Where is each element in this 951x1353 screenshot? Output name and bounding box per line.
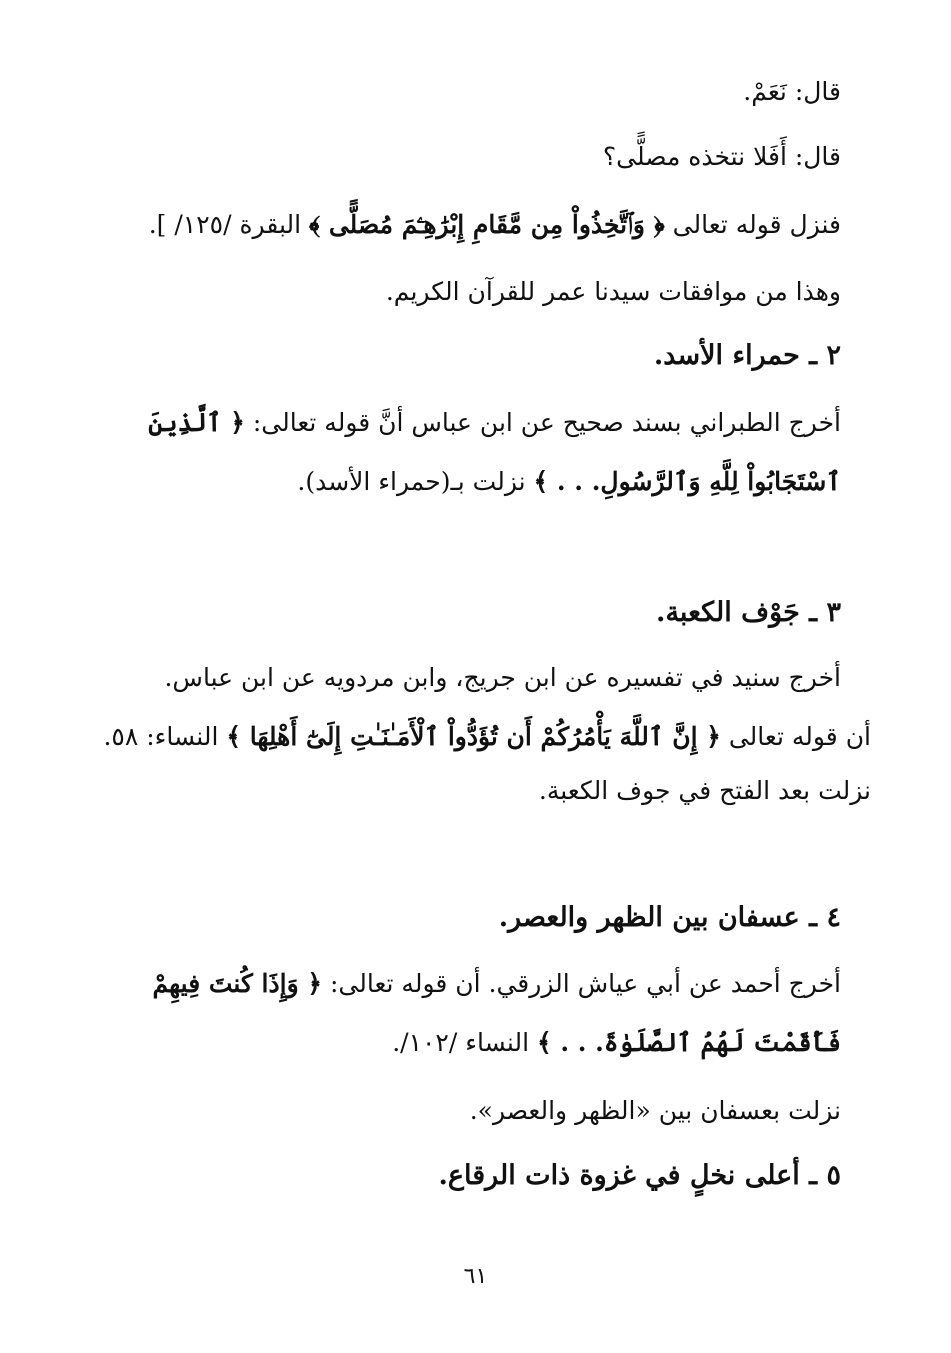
text-line-6 — [297, 462, 841, 502]
text-line-2: قال: أَفَلا نتخذه مصلًّى؟ — [602, 142, 841, 171]
page-number: ٦١ — [463, 1264, 488, 1289]
verse-reference-nisa-58: النساء: ٥٨. — [103, 722, 227, 751]
text-line-5-intro: أخرج الطبراني بسند صحيح عن ابن عباس أنَّ قوله تعالى: — [244, 408, 841, 437]
text-line-10 — [111, 964, 841, 1004]
text-line-9: نزلت بعد الفتح في جوف الكعبة. — [538, 776, 871, 805]
text-line-1: قال: نَعَمْ. — [743, 77, 841, 106]
section-heading-4: ٤ ـ عسفان بين الظهر والعصر. — [498, 902, 841, 933]
text-line-3-intro: فنزل قوله تعالى — [664, 210, 841, 239]
text-line-5 — [81, 403, 841, 443]
section-heading-3: ٣ ـ جَوْف الكعبة. — [656, 597, 841, 628]
quran-verse-nisa-58: ﴿ إِنَّ ٱللَّهَ يَأْمُرُكُمْ أَن تُؤَدُّواْ ٱلْأَمَـٰنَـٰتِ إِلَىٰٓ أَهْلِهَا ﴾ — [226, 722, 721, 751]
quran-verse-fa-aqamta: فَأَقَمْتَ لَهُمُ ٱلصَّلَوٰةَ. . . ﴾ — [536, 1028, 841, 1057]
text-line-10-intro: أخرج أحمد عن أبي عياش الزرقي. أن قوله تعالى: — [322, 969, 841, 998]
section-heading-2: ٢ ـ حمراء الأسد. — [653, 340, 841, 371]
text-line-8 — [103, 717, 871, 757]
text-line-4: وهذا من موافقات سيدنا عمر للقرآن الكريم. — [385, 277, 841, 306]
quran-verse-baqarah-125: ﴿ وَٱتَّخِذُواْ مِن مَّقَامِ إِبْرَٰهِـۧمَ مُصَلًّى ﴾ — [309, 210, 665, 239]
text-line-12: نزلت بعسفان بين «الظهر والعصر». — [469, 1096, 841, 1125]
text-line-6-tail: نزلت بـ(حمراء الأسد). — [297, 467, 534, 496]
quran-verse-start-alladhina: ﴿ ٱلَّذِينَ — [148, 408, 245, 437]
quran-verse-wa-idha-kunta: ﴿ وَإِذَا كُنتَ فِيهِمْ — [152, 969, 323, 998]
verse-reference-baqarah: البقرة /١٢٥/ ]. — [148, 210, 310, 239]
section-heading-5: ٥ ـ أعلى نخلٍ في غزوة ذات الرقاع. — [438, 1160, 841, 1191]
text-line-8-intro: أن قوله تعالى — [720, 722, 871, 751]
text-line-3 — [149, 205, 841, 245]
text-line-7: أخرج سنيد في تفسيره عن ابن جريج، وابن مردويه عن ابن عباس. — [164, 663, 841, 692]
text-line-11 — [392, 1023, 841, 1063]
quran-verse-istajabu: ٱسْتَجَابُواْ لِلَّهِ وَٱلرَّسُولِ. . . ﴾ — [533, 467, 841, 496]
verse-reference-nisa-102: النساء /١٠٢/. — [392, 1028, 537, 1057]
